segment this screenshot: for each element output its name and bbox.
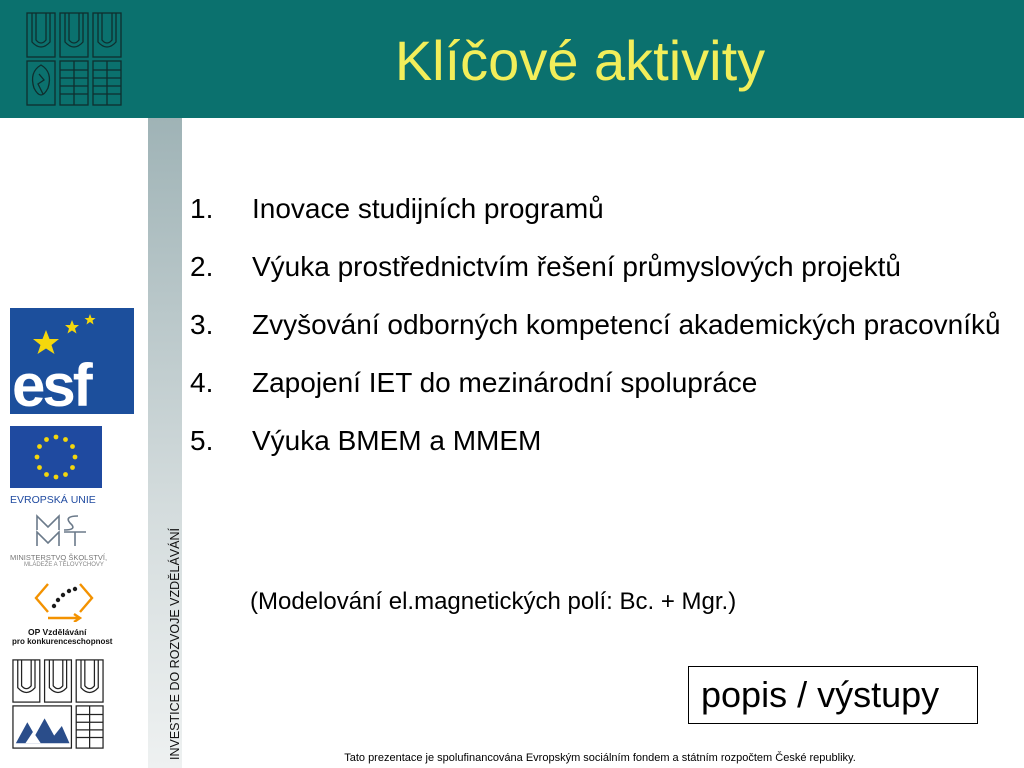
esf-logo (10, 308, 134, 414)
list-item-text: Inovace studijních programů (252, 193, 604, 224)
esf-wordmark: esf (12, 352, 90, 414)
op-logo (10, 580, 140, 646)
list-item-text: Zapojení IET do mezinárodní spolupráce (252, 367, 758, 398)
slide-title: Klíčové aktivity (394, 29, 766, 92)
list-item-number: 2. (190, 251, 214, 282)
university-logo (26, 12, 122, 111)
footer-text: Tato prezentace je spolufinancována Evropským sociálním fondem a státním rozpočtem České republiky. (344, 752, 856, 764)
vertical-caption: INVESTICE DO ROZVOJE VZDĚLÁVÁNÍ (168, 528, 182, 760)
msmt-caption-1: MINISTERSTVO ŠKOLSTVÍ, (10, 553, 108, 562)
op-caption-1: OP Vzdělávání (28, 627, 87, 637)
program-note: (Modelování el.magnetických polí: Bc. + Mgr.) (250, 588, 737, 615)
op-caption-2: pro konkurenceschopnost (12, 637, 113, 646)
list-item (190, 412, 1010, 470)
university-logo-small (12, 658, 104, 755)
list-item-number: 5. (190, 425, 214, 456)
eu-caption: EVROPSKÁ UNIE (10, 494, 96, 506)
list-item-text: Výuka prostřednictvím řešení průmyslových projektů (252, 251, 901, 282)
eu-logo (10, 426, 106, 506)
list-item (190, 180, 1010, 238)
list-item-text: Výuka BMEM a MMEM (252, 425, 542, 456)
list-item-number: 1. (190, 193, 214, 224)
list-item (190, 238, 1010, 296)
list-item-number: 3. (190, 309, 214, 340)
list-item (190, 354, 1010, 412)
list-item-text: Zvyšování odborných kompetencí akademických pracovníků (252, 309, 1001, 340)
outputs-box[interactable]: popis / výstupy (688, 666, 978, 724)
header-bar (0, 0, 1024, 118)
msmt-caption-2: MLÁDEŽE A TĚLOVÝCHOVY (24, 562, 104, 568)
activity-list (190, 180, 1010, 470)
msmt-logo (10, 514, 140, 568)
list-item (190, 296, 1010, 354)
list-item-number: 4. (190, 367, 214, 398)
